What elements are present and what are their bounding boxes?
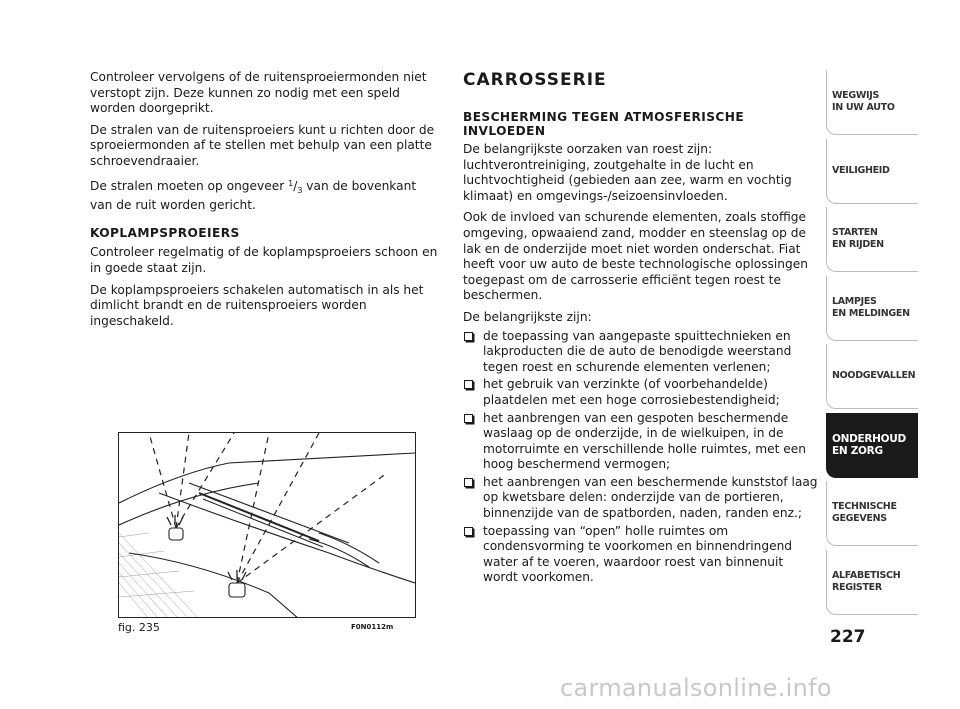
headlamp-washer-illustration	[119, 433, 416, 618]
text-span: van de bovenkant van de ruit worden gericht.	[90, 178, 417, 213]
page-number: 227	[830, 627, 866, 647]
bullet-list	[463, 329, 819, 587]
tab-noodgevallen[interactable]: NOODGEVALLEN	[826, 344, 918, 409]
paragraph: Controleer vervolgens of de ruitensproeiermonden niet verstopt zijn. Deze kunnen zo nodig met een speld worden doorgeprikt.	[90, 70, 427, 116]
checkbox-bullet-icon	[464, 527, 473, 536]
paragraph: De belangrijkste oorzaken van roest zijn: luchtverontreiniging, zoutgehalte in de lucht en luchtvochtigheid (gebieden aan zee, warm en vochtig klimaat) en omgevings-/seizoensinvloeden.	[463, 142, 792, 203]
list-item	[463, 411, 819, 473]
section-heading: BESCHERMING TEGEN ATMOSFERISCHE INVLOEDEN	[463, 110, 745, 138]
tab-onderhoud[interactable]: ONDERHOUD EN ZORG	[826, 413, 918, 478]
list-item-text: het gebruik van verzinkte (of voorbehandelde) plaatdelen met een hoge corrosiebestendigheid;	[483, 377, 780, 407]
page-title: CARROSSERIE	[463, 70, 607, 90]
paragraph: De koplampsproeiers schakelen automatisch in als het dimlicht brandt en de ruitensproeiers worden ingeschakeld.	[90, 282, 424, 328]
right-column	[463, 70, 819, 588]
tab-technische[interactable]: TECHNISCHE GEGEVENS	[826, 481, 918, 546]
figure-code: F0N0112m	[351, 623, 394, 631]
list-item-text: het aanbrengen van een beschermende kunststof laag op kwetsbare delen: onderzijde van de portieren, binnenzijde van de spatborden, naden, randen enz.;	[483, 474, 818, 521]
list-item	[463, 475, 819, 522]
figure-caption: fig. 235	[118, 621, 160, 634]
list-item-text: het aanbrengen van een gespoten beschermende waslaag op de onderzijde, in de wielkuipen, in de motorruimte en verschillende holle ruimtes, met een hoog beschermend vermogen;	[483, 410, 807, 472]
fraction-slash: /	[293, 178, 298, 193]
list-item-text: toepassing van “open” holle ruimtes om condensvorming te voorkomen en binnendringend water af te voeren, waardoor roest van binnenuit wordt voorkomen.	[483, 523, 793, 585]
fraction-denominator: 3	[297, 185, 303, 195]
list-item	[463, 329, 819, 376]
list-item-text: de toepassing van aangepaste spuittechnieken en lakproducten die de auto de benodigde weerstand tegen roest en schurende elementen verlenen;	[483, 328, 792, 374]
paragraph: De belangrijkste zijn:	[463, 309, 592, 324]
tab-starten[interactable]: STARTEN EN RIJDEN	[826, 207, 918, 272]
checkbox-bullet-icon	[464, 478, 473, 487]
paragraph: Ook de invloed van schurende elementen, zoals stoffige omgeving, opwaaiend zand, modder en steenslag op de lak en de onderzijde moet niet worden onderschat. Fiat heeft voor uw auto de beste technologische oplossingen toegepast om de carrosserie efficiënt tegen roest te beschermen.	[463, 210, 808, 303]
paragraph: De stralen van de ruitensproeiers kunt u richten door de sproeiermonden af te stellen met behulp van een platte schroevendraaier.	[90, 122, 435, 168]
checkbox-bullet-icon	[464, 380, 473, 389]
checkbox-bullet-icon	[464, 332, 473, 341]
paragraph	[90, 176, 442, 214]
figure-headlamp-washers	[118, 432, 416, 618]
tab-wegwijs[interactable]: WEGWIJS IN UW AUTO	[826, 70, 918, 135]
left-column	[90, 70, 442, 335]
watermark: carmanualsonline.info	[560, 674, 832, 702]
checkbox-bullet-icon	[464, 414, 473, 423]
tab-veiligheid[interactable]: VEILIGHEID	[826, 139, 918, 204]
section-heading: KOPLAMPSPROEIERS	[90, 225, 240, 240]
tab-lampjes[interactable]: LAMPJES EN MELDINGEN	[826, 276, 918, 341]
fraction-numerator: 1	[288, 178, 294, 188]
text-span: De stralen moeten op ongeveer	[90, 178, 289, 193]
chapter-tabs	[826, 70, 918, 618]
tab-alfabetisch[interactable]: ALFABETISCH REGISTER	[826, 550, 918, 615]
list-item	[463, 524, 819, 586]
list-item	[463, 377, 819, 408]
paragraph: Controleer regelmatig of de koplampsproeiers schoon en in goede staat zijn.	[90, 245, 438, 275]
